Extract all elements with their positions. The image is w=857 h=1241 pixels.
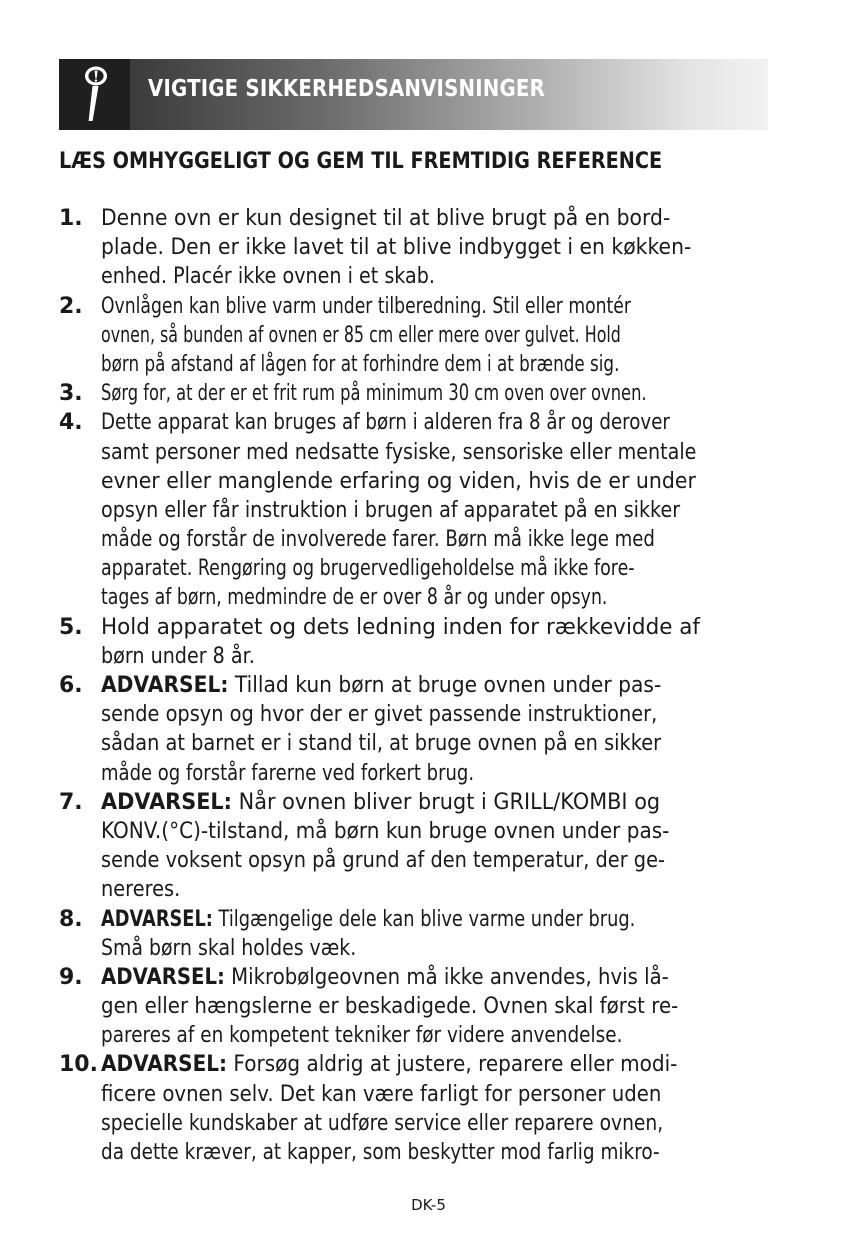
safety-instructions-list bbox=[59, 204, 769, 1167]
item-number: 5. bbox=[59, 614, 83, 640]
section-subtitle: LÆS OMHYGGELIGT OG GEM TIL FREMTIDIG REFERENCE bbox=[59, 148, 663, 174]
item-text-line: da dette kræver, at kapper, som beskytter mod farlig mikro- bbox=[101, 1139, 660, 1165]
warning-label: ADVARSEL: bbox=[101, 963, 225, 990]
item-text-line bbox=[101, 671, 702, 700]
item-text: Når ovnen bliver brugt i GRILL/KOMBI og bbox=[232, 788, 661, 815]
item-text-line: ovnen, så bunden af ovnen er 85 cm eller mere over gulvet. Hold bbox=[101, 321, 621, 348]
item-text-line: samt personer med nedsatte fysiske, sensoriske eller mentale bbox=[101, 438, 697, 465]
item-text-line: pareres af en kompetent tekniker før videre anvendelse. bbox=[101, 1022, 623, 1049]
item-text-line: børn på afstand af lågen for at forhindre dem i at brænde sig. bbox=[101, 350, 620, 377]
item-text-line: apparatet. Rengøring og brugervedligeholdelse må ikke fore- bbox=[101, 555, 635, 582]
list-item-1 bbox=[59, 204, 769, 292]
item-text-line: evner eller manglende erfaring og viden, hvis de er under bbox=[101, 467, 696, 494]
item-number: 9. bbox=[59, 964, 83, 990]
list-item-5 bbox=[59, 613, 769, 671]
list-item-10 bbox=[59, 1050, 769, 1167]
item-number: 1. bbox=[59, 206, 83, 231]
item-text-line: gen eller hængslerne er beskadigede. Ovnen skal først re- bbox=[101, 993, 679, 1020]
item-text-line: måde og forstår de involverede farer. Børn må ikke lege med bbox=[101, 526, 655, 553]
list-item-3 bbox=[59, 379, 769, 408]
item-text-line: ficere ovnen selv. Det kan være farligt for personer uden bbox=[101, 1080, 662, 1107]
item-number: 3. bbox=[59, 381, 83, 407]
item-text-line: måde og forstår farerne ved forkert brug. bbox=[101, 759, 475, 786]
item-text-line: Hold apparatet og dets ledning inden for rækkevidde af bbox=[101, 613, 700, 640]
item-text-line: børn under 8 år. bbox=[101, 642, 255, 669]
item-text-line bbox=[101, 1050, 696, 1079]
item-text-line: Sørg for, at der er et frit rum på minimum 30 cm oven over ovnen. bbox=[101, 380, 647, 407]
item-text-line: Denne ovn er kun designet til at blive brugt på en bord- bbox=[101, 205, 671, 231]
item-number: 2. bbox=[59, 293, 83, 319]
item-number: 4. bbox=[59, 410, 83, 436]
warning-label: ADVARSEL: bbox=[101, 788, 233, 815]
item-text-line: specielle kundskaber at udføre service eller reparere ovnen, bbox=[101, 1109, 664, 1136]
list-item-8 bbox=[59, 905, 769, 963]
list-item-4 bbox=[59, 408, 769, 612]
item-text-line bbox=[101, 963, 686, 992]
item-text-line: sende voksent opsyn på grund af den temperatur, der ge- bbox=[101, 847, 665, 874]
warning-icon-box bbox=[59, 59, 130, 130]
item-text-line: Ovnlågen kan blive varm under tilberedning. Stil eller montér bbox=[101, 292, 631, 319]
item-text-line: Dette apparat kan bruges af børn i alderen fra 8 år og derover bbox=[101, 409, 670, 436]
item-text: Tillad kun børn at bruge ovnen under pas- bbox=[228, 672, 662, 698]
item-text-line: KONV.(°C)-tilstand, må børn kun bruge ovnen under pas- bbox=[101, 817, 670, 844]
page-number: DK-5 bbox=[411, 1196, 446, 1214]
list-item-6 bbox=[59, 671, 769, 788]
item-text: Mikrobølgeovnen må ikke anvendes, hvis lå- bbox=[224, 963, 669, 990]
list-item-2 bbox=[59, 292, 769, 380]
item-number: 10. bbox=[59, 1052, 98, 1078]
item-number: 6. bbox=[59, 673, 83, 698]
list-item-9 bbox=[59, 963, 769, 1051]
item-number: 7. bbox=[59, 789, 83, 815]
warning-label: ADVARSEL: bbox=[101, 905, 213, 932]
item-text: Tilgængelige dele kan blive varme under brug. bbox=[212, 905, 636, 932]
item-text-line: tages af børn, medmindre de er over 8 år og under opsyn. bbox=[101, 584, 608, 611]
item-text: Forsøg aldrig at justere, reparere eller modi- bbox=[227, 1051, 678, 1078]
page-title: VIGTIGE SIKKERHEDSANVISNINGER bbox=[148, 76, 545, 102]
item-text-line: Små børn skal holdes væk. bbox=[101, 934, 357, 961]
item-text-line: sende opsyn og hvor der er givet passende instruktioner, bbox=[101, 701, 658, 728]
warning-label: ADVARSEL: bbox=[101, 672, 229, 698]
item-number: 8. bbox=[59, 906, 83, 932]
warning-label: ADVARSEL: bbox=[101, 1051, 228, 1078]
item-text-line bbox=[101, 788, 719, 817]
item-text-line: sådan at barnet er i stand til, at bruge ovnen på en sikker bbox=[101, 730, 662, 757]
item-text-line: enhed. Placér ikke ovnen i et skab. bbox=[101, 263, 435, 290]
item-text-line: nereres. bbox=[101, 876, 181, 903]
list-item-7 bbox=[59, 788, 769, 905]
warning-exclamation-icon bbox=[59, 59, 130, 130]
item-text-line: opsyn eller får instruktion i brugen af apparatet på en sikker bbox=[101, 496, 681, 523]
item-text-line bbox=[101, 905, 636, 934]
item-text-line: plade. Den er ikke lavet til at blive indbygget i en køkken- bbox=[101, 234, 692, 261]
